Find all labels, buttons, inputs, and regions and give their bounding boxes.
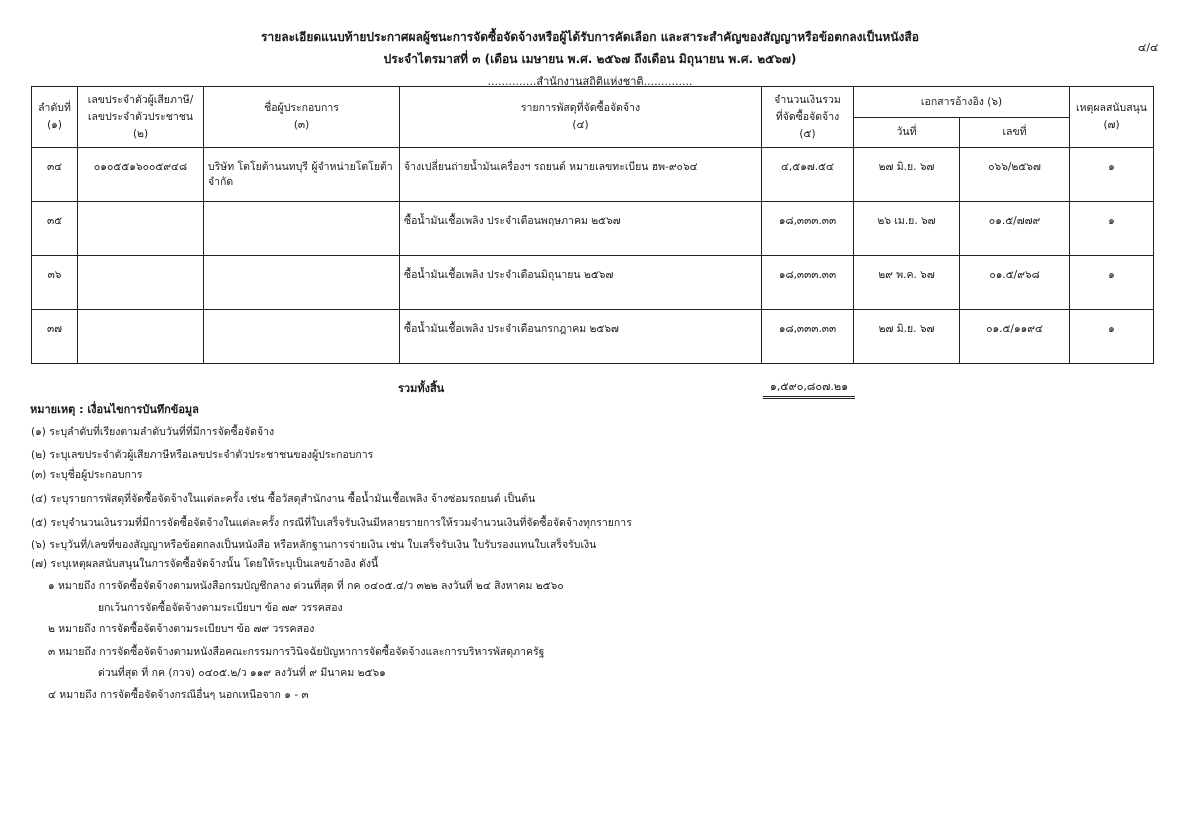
table-row <box>32 310 1154 364</box>
cell-vendor: บริษัท โตโยต้านนทบุรี ผู้จำหน่ายโตโยต้า จำกัด <box>204 148 400 202</box>
col-header-item: รายการพัสดุที่จัดซื้อจัดจ้าง (๔) <box>400 87 762 148</box>
total-amount: ๑,๕๙๐,๘๐๗.๒๑ <box>763 379 855 399</box>
cell-reason: ๑ <box>1070 310 1154 364</box>
cell-amount: ๑๘,๓๓๓.๓๓ <box>762 202 854 256</box>
cell-date: ๒๖ เม.ย. ๖๗ <box>854 202 960 256</box>
reason-item: ๓ หมายถึง การจัดซื้อจัดจ้างตามหนังสือคณะกรรมการวินิจฉัยปัญหาการจัดซื้อจัดจ้างและการบริหารพัสดุภาครัฐ <box>48 646 545 658</box>
cell-doc-no: ๐๑.๕/๙๖๘ <box>960 256 1070 310</box>
note-item: (๔) ระบุรายการพัสดุที่จัดซื้อจัดจ้างในแต่ละครั้ง เช่น ซื้อวัสดุสำนักงาน ซื้อน้ำมันเชื้อเพลิง จ้างซ่อมรถยนต์ เป็นต้น <box>31 493 536 505</box>
cell-doc-no: ๐๖๖/๒๕๖๗ <box>960 148 1070 202</box>
notes-heading: หมายเหตุ : เงื่อนไขการบันทึกข้อมูล <box>30 403 199 416</box>
table-row <box>32 202 1154 256</box>
procurement-table <box>31 86 1154 364</box>
note-item: (๒) ระบุเลขประจำตัวผู้เสียภาษีหรือเลขประจำตัวประชาชนของผู้ประกอบการ <box>31 449 374 461</box>
col-header-amount: จำนวนเงินรวม ที่จัดซื้อจัดจ้าง (๕) <box>762 87 854 148</box>
document-title: รายละเอียดแนบท้ายประกาศผลผู้ชนะการจัดซื้อจัดจ้างหรือผู้ได้รับการคัดเลือก และสาระสำคัญของสัญญาหรือข้อตกลงเป็นหนังสือ <box>261 30 919 44</box>
total-label: รวมทั้งสิ้น <box>398 382 445 395</box>
cell-tax-id <box>78 202 204 256</box>
cell-no: ๓๔ <box>32 148 78 202</box>
cell-date: ๒๙ พ.ค. ๖๗ <box>854 256 960 310</box>
cell-date: ๒๗ มิ.ย. ๖๗ <box>854 310 960 364</box>
note-item: (๖) ระบุวันที่/เลขที่ของสัญญาหรือข้อตกลงเป็นหนังสือ หรือหลักฐานการจ่ายเงิน เช่น ใบเสร็จรับเงิน ใบรับรองแทนใบเสร็จรับเงิน <box>31 539 597 551</box>
cell-amount: ๑๘,๓๓๓.๓๓ <box>762 310 854 364</box>
cell-item: จ้างเปลี่ยนถ่ายน้ำมันเครื่องฯ รถยนต์ หมายเลขทะเบียน ฮพ-๙๐๖๔ <box>400 148 762 202</box>
cell-doc-no: ๐๑.๕/๑๑๙๔ <box>960 310 1070 364</box>
note-item: (๗) ระบุเหตุผลสนับสนุนในการจัดซื้อจัดจ้างนั้น โดยให้ระบุเป็นเลขอ้างอิง ดังนี้ <box>31 558 379 570</box>
col-header-tax-id: เลขประจำตัวผู้เสียภาษี/ เลขประจำตัวประชาชน (๒) <box>78 87 204 148</box>
cell-no: ๓๕ <box>32 202 78 256</box>
col-header-doc-no: เลขที่ <box>960 118 1070 148</box>
note-item: (๕) ระบุจำนวนเงินรวมที่มีการจัดซื้อจัดจ้างในแต่ละครั้ง กรณีที่ใบเสร็จรับเงินมีหลายรายการให้รวมจำนวนเงินที่จัดซื้อจัดจ้างทุกรายการ <box>31 517 632 529</box>
page-number: ๔/๔ <box>1138 41 1159 54</box>
col-header-reference: เอกสารอ้างอิง (๖) <box>854 87 1070 118</box>
cell-item: ซื้อน้ำมันเชื้อเพลิง ประจำเดือนกรกฎาคม ๒๕๖๗ <box>400 310 762 364</box>
cell-vendor <box>204 202 400 256</box>
cell-vendor <box>204 256 400 310</box>
cell-reason: ๑ <box>1070 148 1154 202</box>
col-header-reason: เหตุผลสนับสนุน (๗) <box>1070 87 1154 148</box>
col-header-vendor: ชื่อผู้ประกอบการ (๓) <box>204 87 400 148</box>
table-row <box>32 256 1154 310</box>
cell-vendor <box>204 310 400 364</box>
cell-date: ๒๗ มิ.ย. ๖๗ <box>854 148 960 202</box>
cell-tax-id <box>78 310 204 364</box>
agency-name: ..............สำนักงานสถิติแห่งชาติ.............. <box>487 75 693 88</box>
reason-item: ยกเว้นการจัดซื้อจัดจ้างตามระเบียบฯ ข้อ ๗๙ วรรคสอง <box>98 602 343 614</box>
col-header-date: วันที่ <box>854 118 960 148</box>
cell-doc-no: ๐๑.๕/๗๗๙ <box>960 202 1070 256</box>
table-row <box>32 148 1154 202</box>
cell-reason: ๑ <box>1070 202 1154 256</box>
cell-tax-id: ๐๑๐๕๕๑๖๐๐๕๙๔๘ <box>78 148 204 202</box>
reason-item: ๑ หมายถึง การจัดซื้อจัดจ้างตามหนังสือกรมบัญชีกลาง ด่วนที่สุด ที่ กค ๐๔๐๕.๔/ว ๓๒๒ ลงวันที่ ๒๔ สิงหาคม ๒๕๖๐ <box>48 580 564 592</box>
cell-amount: ๔,๕๑๗.๕๔ <box>762 148 854 202</box>
cell-item: ซื้อน้ำมันเชื้อเพลิง ประจำเดือนพฤษภาคม ๒๕๖๗ <box>400 202 762 256</box>
cell-reason: ๑ <box>1070 256 1154 310</box>
col-header-no: ลำดับที่ (๑) <box>32 87 78 148</box>
note-item: (๑) ระบุลำดับที่เรียงตามลำดับวันที่ที่มีการจัดซื้อจัดจ้าง <box>31 426 275 438</box>
cell-item: ซื้อน้ำมันเชื้อเพลิง ประจำเดือนมิถุนายน ๒๕๖๗ <box>400 256 762 310</box>
cell-no: ๓๖ <box>32 256 78 310</box>
cell-tax-id <box>78 256 204 310</box>
cell-no: ๓๗ <box>32 310 78 364</box>
cell-amount: ๑๘,๓๓๓.๓๓ <box>762 256 854 310</box>
reason-item: ๒ หมายถึง การจัดซื้อจัดจ้างตามระเบียบฯ ข้อ ๗๙ วรรคสอง <box>48 623 315 635</box>
note-item: (๓) ระบุชื่อผู้ประกอบการ <box>31 469 143 481</box>
reason-item: ๔ หมายถึง การจัดซื้อจัดจ้างกรณีอื่นๆ นอกเหนือจาก ๑ - ๓ <box>48 689 309 701</box>
reason-item: ด่วนที่สุด ที่ กค (กวจ) ๐๔๐๕.๒/ว ๑๑๙ ลงวันที่ ๙ มีนาคม ๒๕๖๑ <box>98 667 386 679</box>
quarter-subtitle: ประจำไตรมาสที่ ๓ (เดือน เมษายน พ.ศ. ๒๕๖๗ ถึงเดือน มิถุนายน พ.ศ. ๒๕๖๗) <box>383 52 797 66</box>
